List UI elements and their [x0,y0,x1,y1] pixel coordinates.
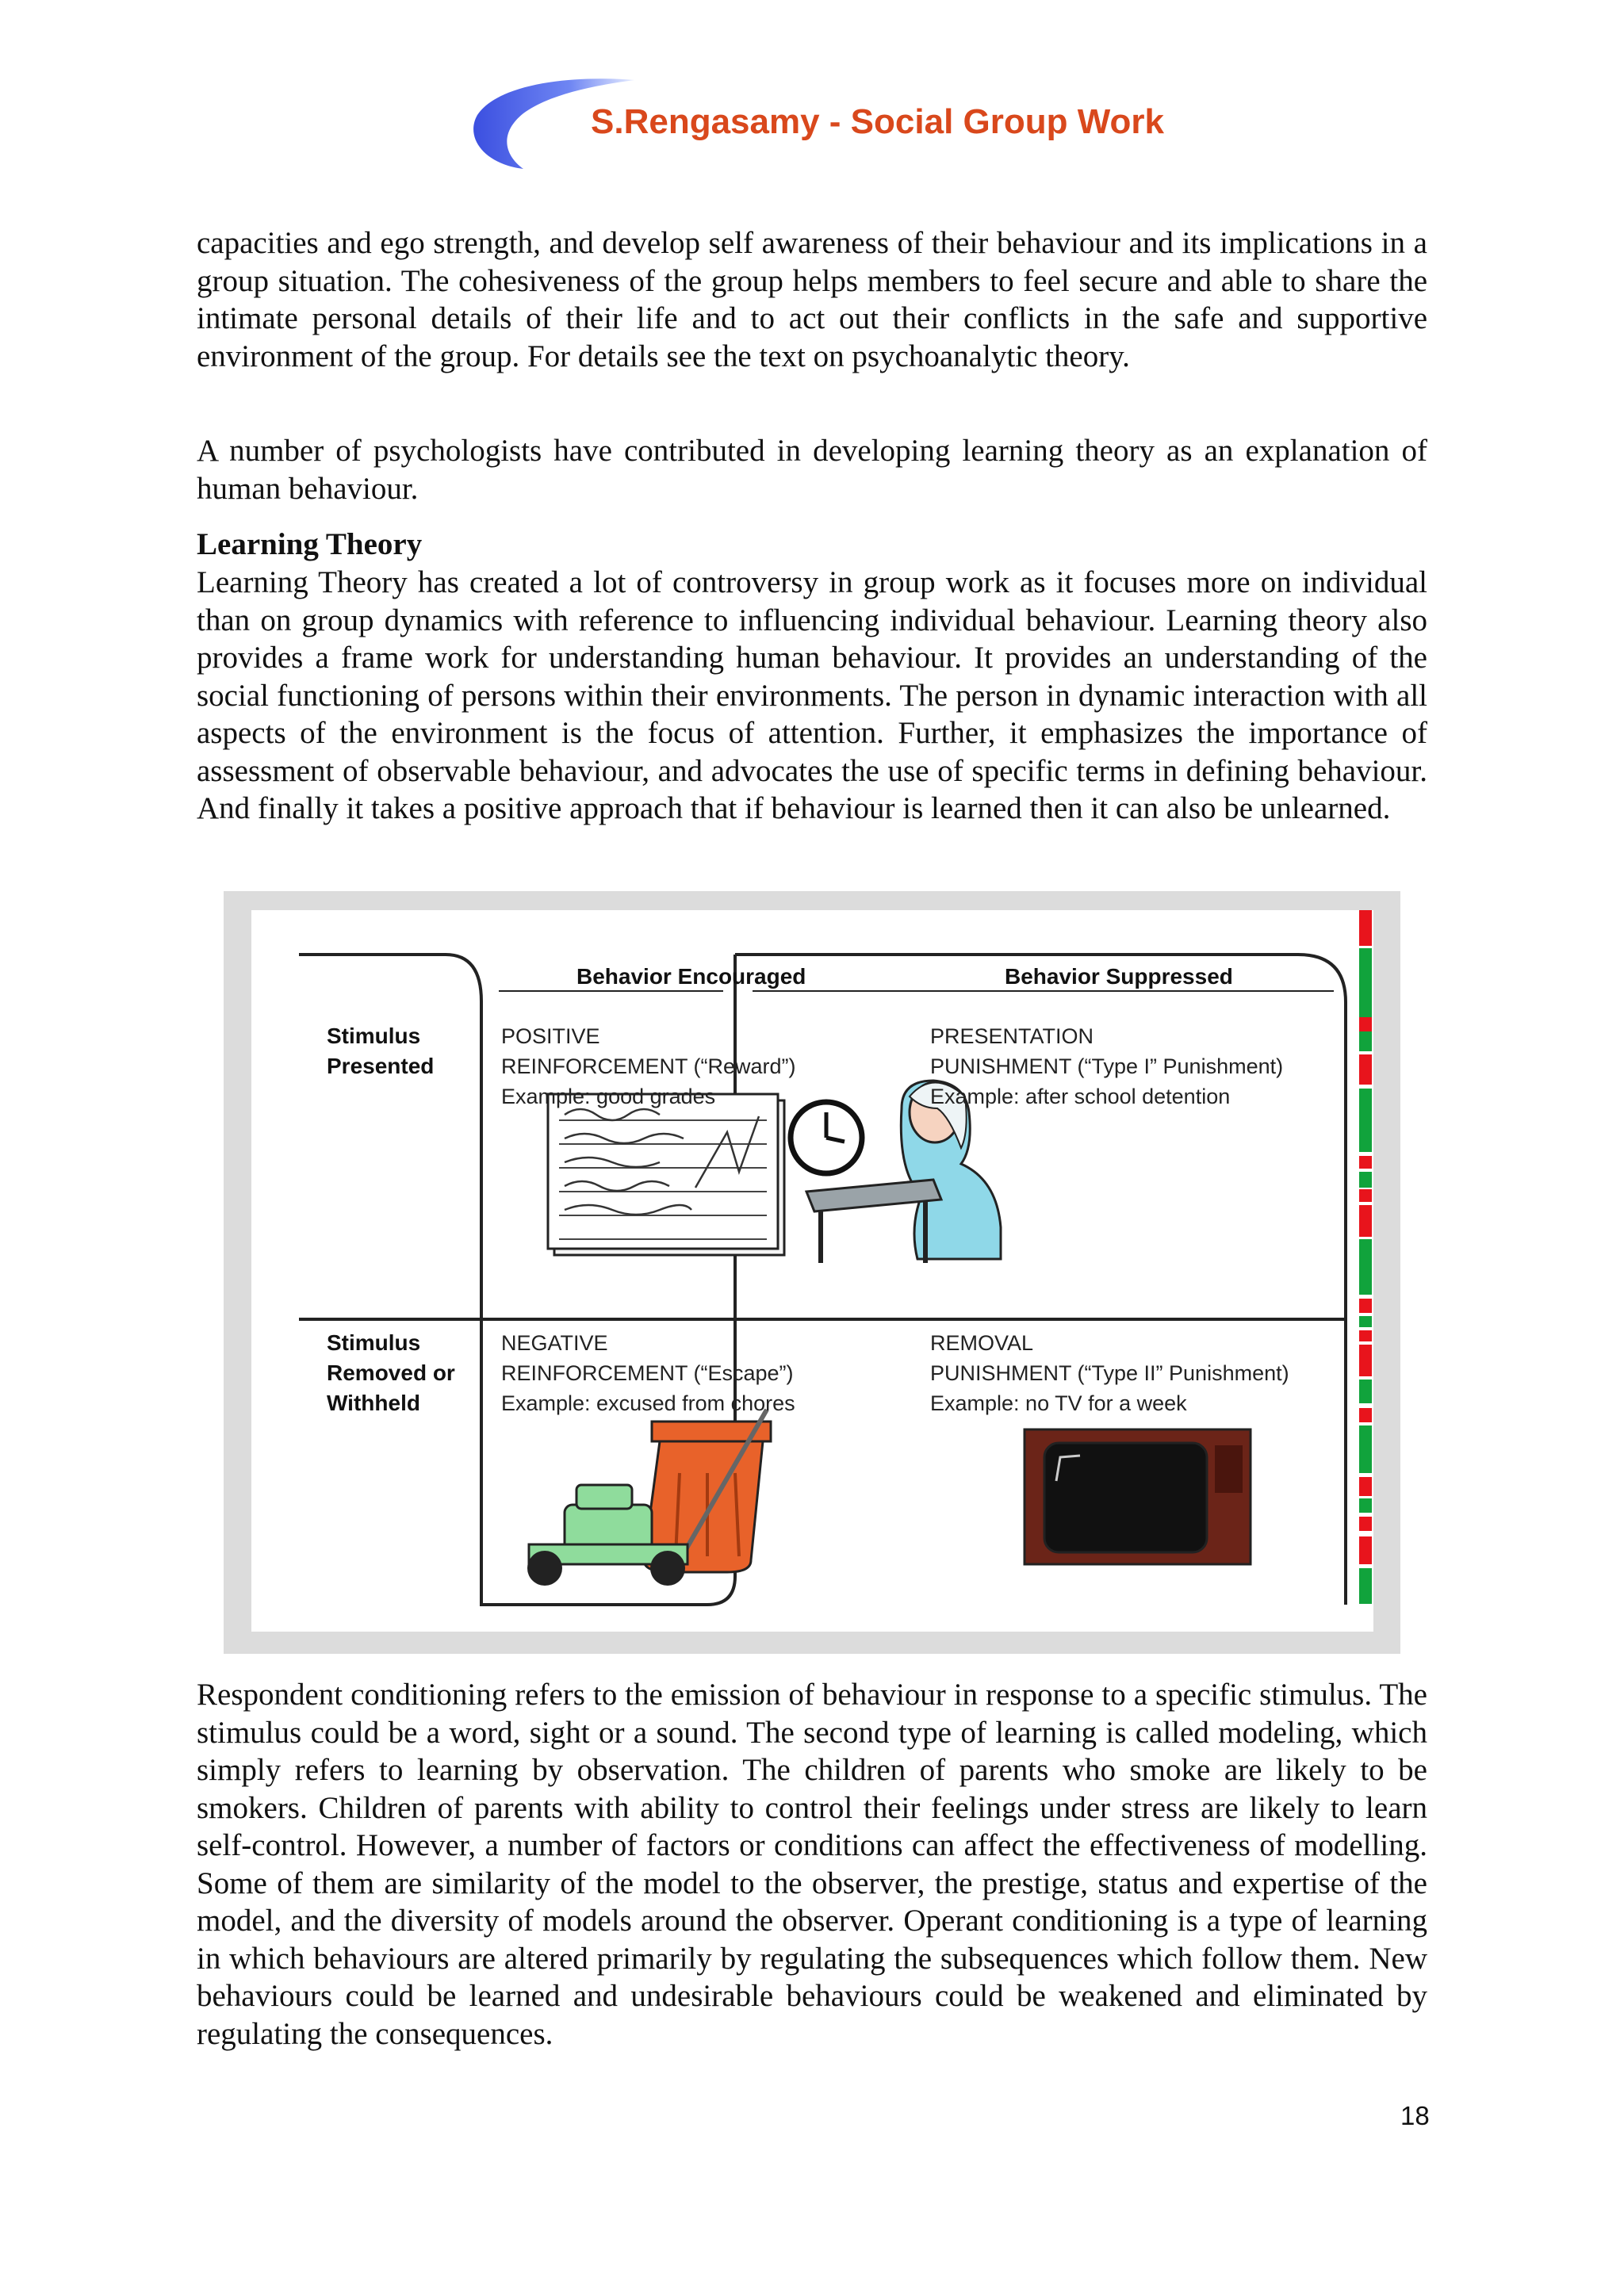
q4-line1: REMOVAL [930,1331,1034,1355]
quadrant-positive-reinforcement [501,1021,796,1112]
q3-line2: REINFORCEMENT (“Escape”) [501,1361,794,1385]
q1-line1: POSITIVE [501,1024,600,1048]
section-heading: Learning Theory [197,527,423,561]
q2-line1: PRESENTATION [930,1024,1094,1048]
row-removed-line2: Removed or [327,1360,455,1385]
page-number: 18 [1400,2101,1430,2130]
row-presented-line2: Presented [327,1054,435,1078]
q3-line3: Example: excused from chores [501,1391,795,1415]
figure-panel [251,910,1373,1632]
paragraph-psychologists [197,432,1427,507]
q2-line3: Example: after school detention [930,1085,1231,1108]
row-presented-label [327,1021,434,1081]
row-presented-line1: Stimulus [327,1024,421,1048]
operant-conditioning-figure [224,891,1400,1654]
quadrant-removal-punishment [930,1328,1289,1418]
q4-line2: PUNISHMENT (“Type II” Punishment) [930,1361,1289,1385]
row-removed-label [327,1328,455,1418]
q1-line3: Example: good grades [501,1085,716,1108]
row-removed-line3: Withheld [327,1391,420,1415]
paragraph-conditioning [197,1676,1427,2053]
paragraph-2: A number of psychologists have contributed in developing learning theory as an explanation of human behaviour. [197,434,1427,506]
header-title: S.Rengasamy - Social Group Work [591,102,1164,141]
learning-theory-paragraph: Learning Theory has created a lot of controversy in group work as it focuses more on individual than on group dynamics with reference to influencing individual behaviour. Learning theory also provides a frame work for understanding human behaviour. It provides an understanding of the social functioning of persons within their environments. The person in dynamic interaction with all aspects of the environment is the focus of attention. Further, it emphasizes the importance of assessment of observable behaviour, and advocates the use of specific terms in defining behaviour. And finally it takes a positive approach that if behaviour is learned then it can also be unlearned. [197,565,1427,825]
row-removed-line1: Stimulus [327,1330,421,1355]
page-header [468,75,1164,178]
quadrant-presentation-punishment [930,1021,1283,1112]
paragraph-1: capacities and ego strength, and develop self awareness of their behaviour and its implications in a group situation. The cohesiveness of the group helps members to feel secure and able to share the intimate personal details of their life and to act out their conflicts in the safe and supportive environment of the group. For details see the text on psychoanalytic theory. [197,226,1427,373]
q2-line2: PUNISHMENT (“Type I” Punishment) [930,1054,1284,1078]
paragraph-intro [197,224,1427,375]
q4-line3: Example: no TV for a week [930,1391,1187,1415]
col-suppressed-label: Behavior Suppressed [1005,964,1233,989]
section-body [197,564,1427,828]
col-encouraged-label: Behavior Encouraged [576,964,806,989]
quadrant-negative-reinforcement [501,1328,795,1418]
q1-line2: REINFORCEMENT (“Reward”) [501,1054,796,1078]
paragraph-3: Respondent conditioning refers to the emission of behaviour in response to a specific stimulus. The stimulus could be a word, sight or a sound. The second type of learning is called modeling, which simply refers to learning by observation. The children of parents who smoke are likely to be smokers. Children of parents with ability to control their feelings under stress are likely to learn self-control. However, a number of factors or conditions can affect the effectiveness of modelling. Some of them are similarity of the model to the observer, the prestige, status and expertise of the model, and the diversity of models around the observer. Operant conditioning is a type of learning in which behaviours are altered primarily by regulating the subsequences which follow them. New behaviours could be learned and undesirable behaviours could be weakened and eliminated by regulating the consequences. [197,1678,1427,2051]
figure-labels [251,910,1373,1632]
q3-line1: NEGATIVE [501,1331,608,1355]
